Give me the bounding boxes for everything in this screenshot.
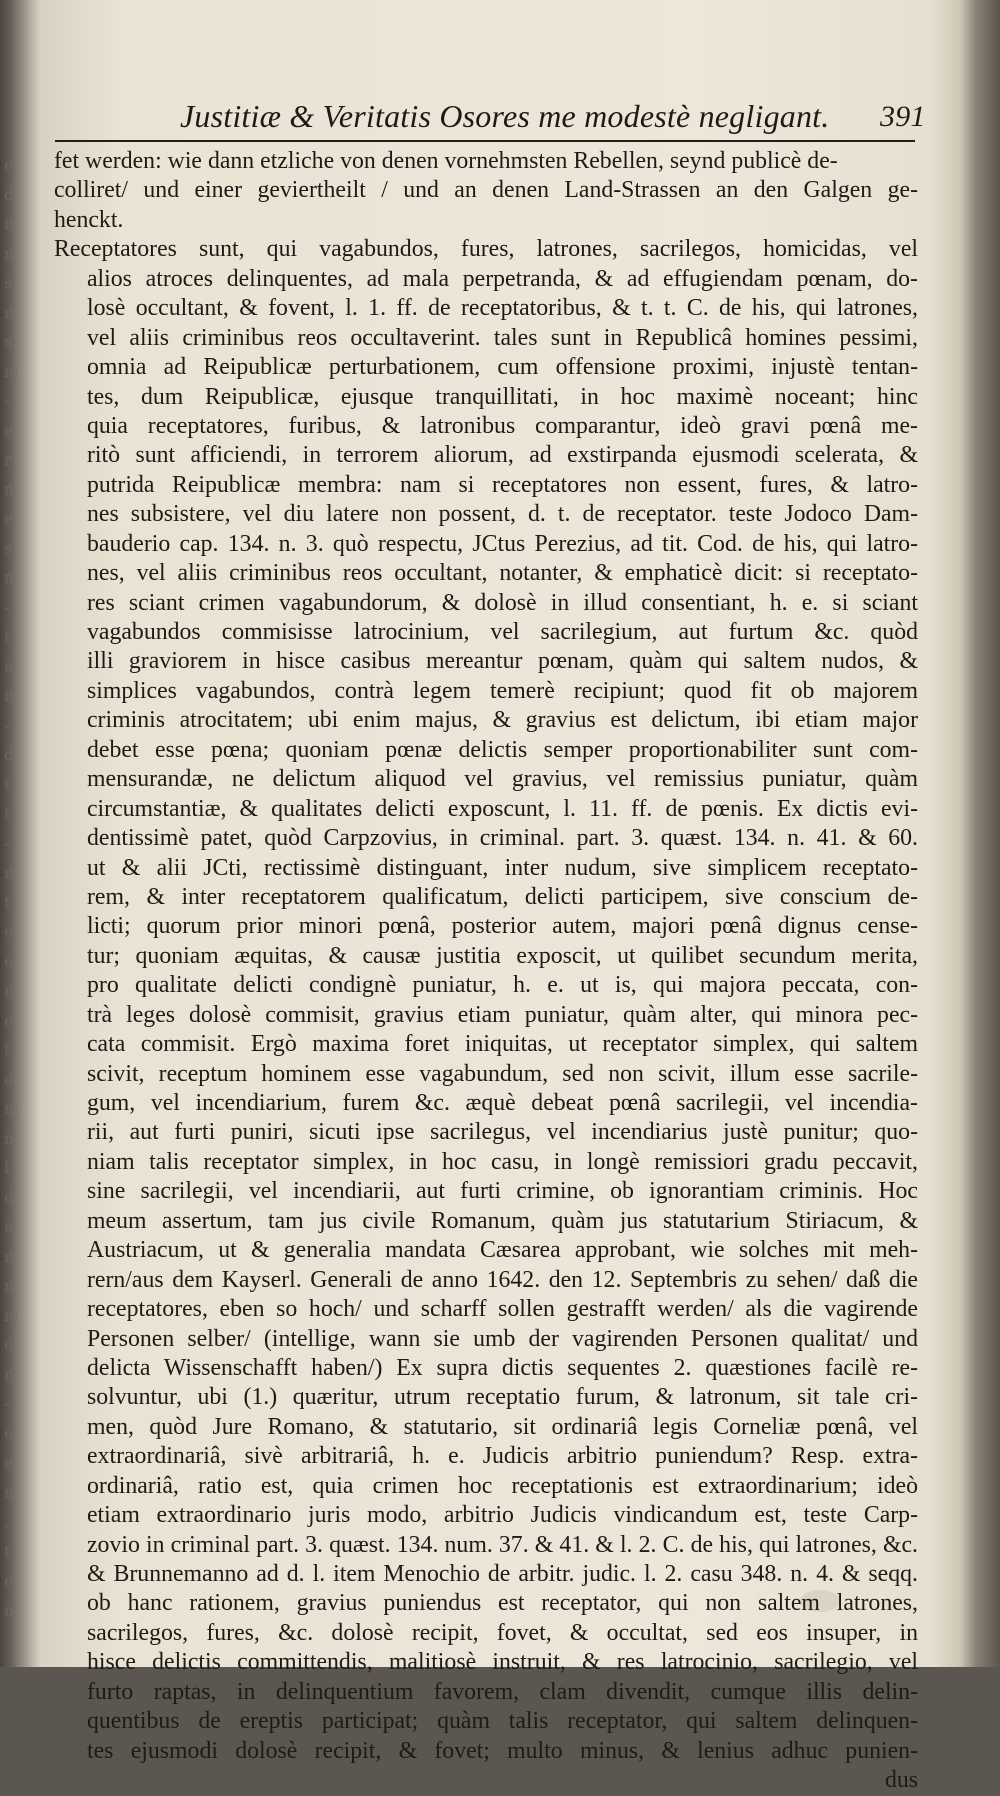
running-title: Justitiæ & Veritatis Osores me modestè negligant. bbox=[180, 98, 830, 134]
text-line: sacrilegos, fures, &c. dolosè recipit, fovet, & occultat, sed eos insuper, in bbox=[87, 1619, 918, 1646]
text-line: hisce delictis committendis, malitiosè instruit, & res latrocinio, sacrilegio, vel bbox=[87, 1649, 918, 1676]
text-line: rem, & inter receptatorem qualificatum, delicti participem, sive conscium de- bbox=[87, 883, 918, 910]
text-line: ordinariâ, ratio est, quia crimen hoc receptationis est extraordinarium; ideò bbox=[87, 1472, 918, 1499]
running-header bbox=[180, 98, 930, 142]
text-line: fet werden: wie dann etzliche von denen vornehmsten Rebellen, seynd publicè de- bbox=[54, 148, 838, 174]
text-line: debet esse pœna; quoniam pœnæ delictis semper proportionabiliter sunt com- bbox=[87, 736, 918, 763]
text-line: cata commisit. Ergò maxima foret iniquitas, ut receptator simplex, qui saltem bbox=[87, 1031, 918, 1058]
text-line: quia receptatores, furibus, & latronibus comparantur, ideò gravi pœnâ me- bbox=[87, 412, 918, 439]
text-line: rii, aut furti puniri, sicuti ipse sacrilegus, vel incendiarius justè punitur; quo- bbox=[87, 1119, 918, 1146]
text-line: zovio in criminal part. 3. quæst. 134. num. 37. & 41. & l. 2. C. de his, qui latrones, &c. bbox=[87, 1531, 918, 1558]
text-line: sine sacrilegii, vel incendiarii, aut furti crimine, ob ignorantiam criminis. Hoc bbox=[87, 1178, 918, 1205]
text-line: bauderio cap. 134. n. 3. quò respectu, JCtus Perezius, ad tit. Cod. de his, qui latro- bbox=[87, 530, 918, 557]
text-line: nes, vel aliis criminibus reos occultant, notanter, & emphaticè dicit: si receptato- bbox=[87, 560, 918, 587]
text-line: vel aliis criminibus reos occultaverint. tales sunt in Republicâ homines pessimi, bbox=[87, 324, 918, 351]
text-line: ut & alii JCti, rectissimè distinguant, inter nudum, sive simplicem receptato- bbox=[87, 854, 918, 881]
text-line: nes subsistere, vel diu latere non possent, d. t. de receptator. teste Jodoco Dam- bbox=[87, 501, 918, 528]
text-line: simplices vagabundos, contrà legem temerè recipiunt; quod fit ob majorem bbox=[87, 677, 918, 704]
text-line: tes, dum Reipublicæ, ejusque tranquillitati, in hoc maximè noceant; hinc bbox=[87, 383, 918, 410]
text-line: receptatores, eben so hoch/ und scharff sollen gestrafft werden/ als die vagirende bbox=[87, 1296, 918, 1323]
text-line: criminis atrocitatem; ubi enim majus, & gravius est delictum, ibi etiam major bbox=[87, 707, 918, 734]
text-line: solvuntur, ubi (1.) quæritur, utrum receptatio furum, & latronum, sit tale cri- bbox=[87, 1384, 918, 1411]
text-line: Personen selber/ (intellige, wann sie umb der vagirenden Personen qualitat/ und bbox=[87, 1325, 918, 1352]
text-line: ritò sunt afficiendi, in terrorem aliorum, ad exstirpanda ejusmodi scelerata, & bbox=[87, 442, 918, 469]
text-line: losè occultant, & fovent, l. 1. ff. de receptatoribus, & t. t. C. de his, qui latrones, bbox=[87, 295, 918, 322]
text-line: vagabundos commisisse latrocinium, vel sacrilegium, aut furtum &c. quòd bbox=[87, 619, 918, 645]
page-number: 391 bbox=[880, 100, 926, 133]
text-line: furto raptas, in delinquentium favorem, clam divendit, cumque illis delin- bbox=[87, 1678, 918, 1705]
text-line: circumstantiæ, & qualitates delicti exposcunt, l. 11. ff. de pœnis. Ex dictis evi- bbox=[87, 795, 918, 822]
text-line: & Brunnemanno ad d. l. item Menochio de arbitr. judic. l. 2. casu 348. n. 4. & seqq. bbox=[87, 1561, 918, 1587]
text-line: quentibus de ereptis participat; quàm talis receptator, qui saltem delinquen- bbox=[87, 1708, 918, 1735]
text-line: Austriacum, ut & generalia mandata Cæsarea approbant, wie solches mit meh- bbox=[87, 1237, 918, 1264]
text-line: alios atroces delinquentes, ad mala perpetranda, & ad effugiendam pœnam, do- bbox=[87, 265, 918, 292]
text-line: res sciant crimen vagabundorum, & dolosè in illud consentiant, h. e. si sciant bbox=[87, 589, 918, 616]
text-line: putrida Reipublicæ membra: nam si receptatores non essent, fures, & latro- bbox=[87, 471, 918, 498]
text-line: rern/aus dem Kayserl. Generali de anno 1642. den 12. Septembris zu sehen/ daß die bbox=[87, 1266, 918, 1293]
text-line: meum assertum, tam jus civile Romanum, quàm jus statutarium Stiriacum, & bbox=[87, 1207, 918, 1234]
text-line: men, quòd Jure Romano, & statutario, sit ordinariâ legis Corneliæ pœnâ, vel bbox=[87, 1413, 918, 1440]
book-page bbox=[40, 70, 960, 1794]
text-line: tes ejusmodi dolosè recipit, & fovet; multo minus, & lenius adhuc punien- bbox=[87, 1737, 918, 1764]
header-rule bbox=[55, 140, 915, 142]
text-line: delicta Wissenschafft haben/) Ex supra dictis sequentes 2. quæstiones facilè re- bbox=[87, 1354, 918, 1381]
text-line: pro qualitate delicti condignè puniatur, h. e. ut is, qui majora peccata, con- bbox=[87, 972, 918, 999]
text-line: omnia ad Reipublicæ perturbationem, cum offensione proximi, injustè tentan- bbox=[87, 354, 918, 381]
text-line: ob hanc rationem, gravius puniendus est receptator, qui non saltem latrones, bbox=[87, 1590, 918, 1617]
text-line: tur; quoniam æquitas, & causæ justitia exposcit, ut quilibet secundum merita, bbox=[87, 942, 918, 969]
text-line: dus bbox=[884, 1767, 918, 1794]
text-line: etiam extraordinario juris modo, arbitrio Judicis vindicandum est, teste Carp- bbox=[87, 1502, 918, 1529]
text-line: mensurandæ, ne delictum aliquod vel gravius, vel remissius puniatur, quàm bbox=[87, 766, 918, 793]
text-line: illi graviorem in hisce casibus mereantur pœnam, quàm qui saltem nudos, & bbox=[87, 648, 918, 675]
text-line: trà leges dolosè commisit, gravius etiam puniatur, quàm alter, qui minora pec- bbox=[87, 1001, 918, 1028]
text-line: henckt. bbox=[54, 206, 124, 233]
text-line: gum, vel incendiarium, furem &c. æquè debeat pœnâ sacrilegii, vel incendia- bbox=[87, 1090, 918, 1116]
facing-page-gutter-text: e d n n s n s m - e r n e s n - t e n - d t t - n t e e n e t e m n l d e n n m e n - e e n . t e n bbox=[4, 155, 20, 1620]
text-line: colliret/ und einer geviertheilt / und an denen Land-Strassen an den Galgen ge- bbox=[54, 177, 918, 204]
text-line: dentissimè patet, quòd Carpzovius, in criminal. part. 3. quæst. 134. n. 41. & 60. bbox=[87, 825, 918, 852]
text-line: niam talis receptator simplex, in hoc casu, in longè remissiori gradu peccavit, bbox=[87, 1148, 918, 1175]
text-line: scivit, receptum hominem esse vagabundum, sed non scivit, illum esse sacrile- bbox=[87, 1060, 918, 1087]
text-line: licti; quorum prior minori pœnâ, posterior autem, majori pœnâ dignus cense- bbox=[87, 913, 918, 940]
text-line: extraordinariâ, sivè arbitrariâ, h. e. Judicis arbitrio puniendum? Resp. extra- bbox=[87, 1443, 918, 1470]
text-line: Receptatores sunt, qui vagabundos, fures, latrones, sacrilegos, homicidas, vel bbox=[54, 236, 918, 263]
body-text bbox=[54, 147, 918, 1796]
